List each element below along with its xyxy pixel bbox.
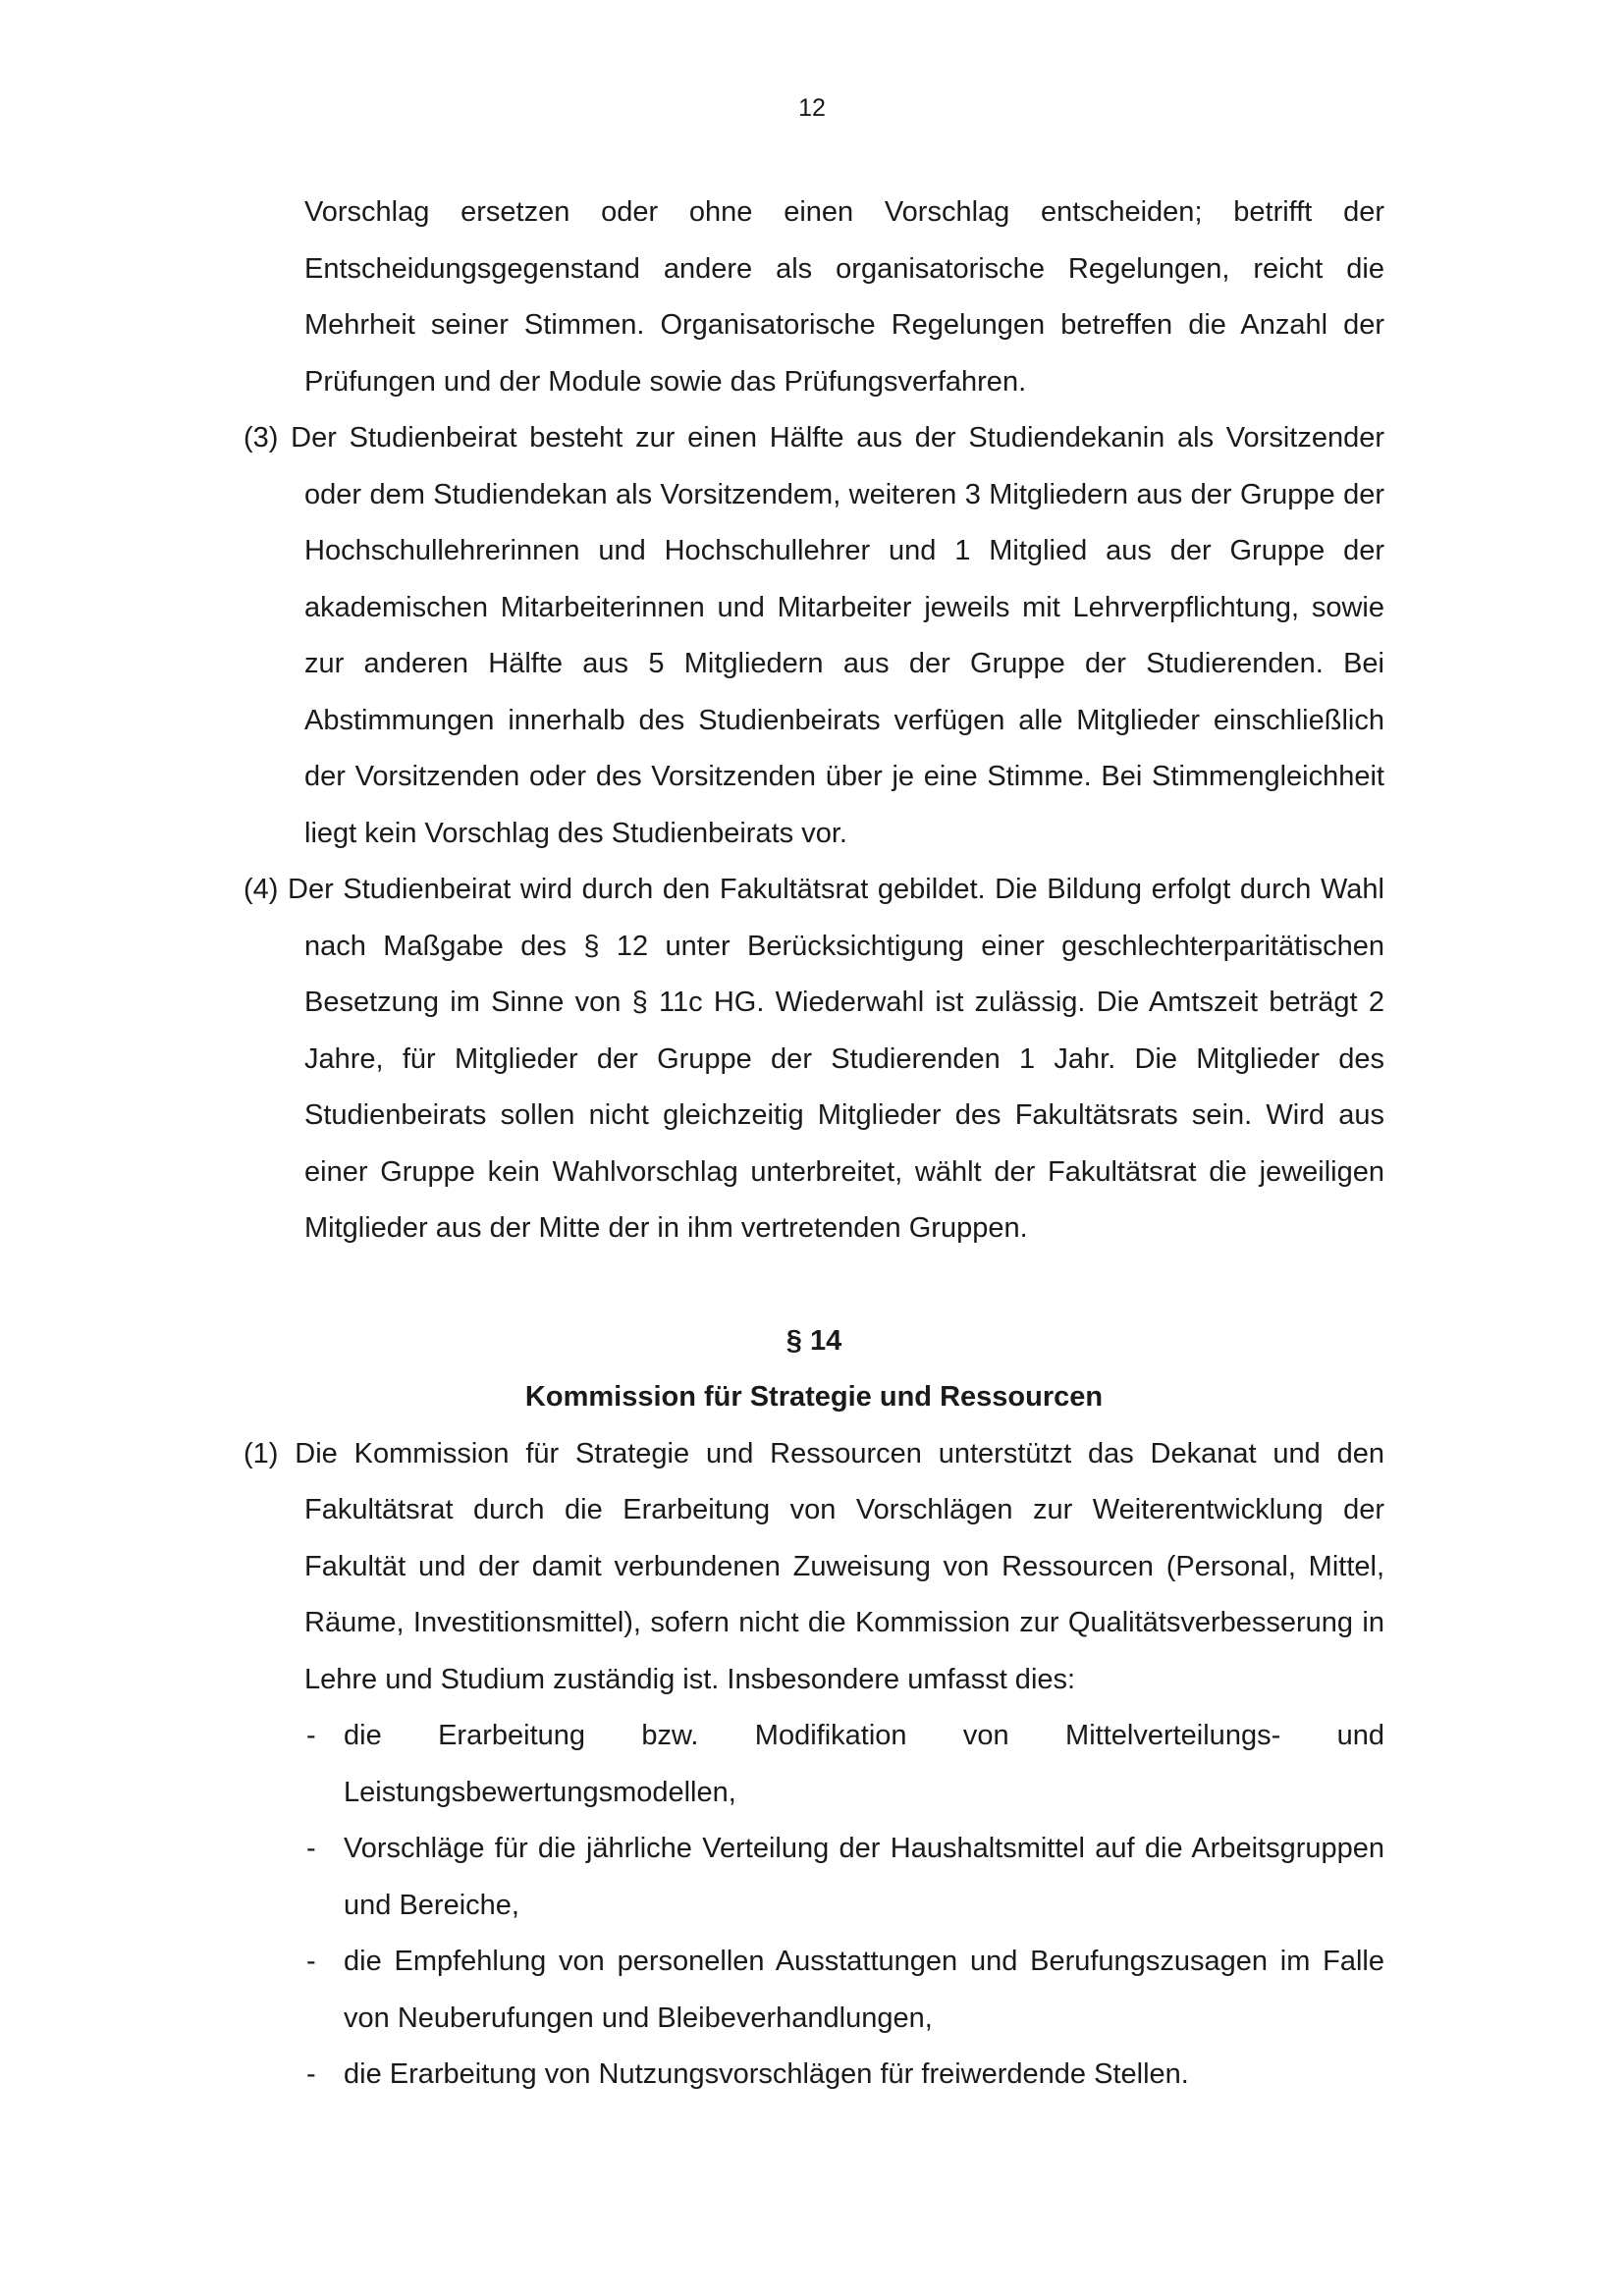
list-item-text: Vorschläge für die jährliche Verteilung der Haushaltsmittel auf die Arbeitsgruppen und Bereiche, (344, 1833, 1384, 1921)
dash-bullet: - (306, 2058, 316, 2090)
paragraph-4: (4) Der Studienbeirat wird durch den Fakultätsrat gebildet. Die Bildung erfolgt durch Wahl nach Maßgabe des § 12 unter Berücksichtigung einer geschlechterparitätischen Besetzung im Sinne von § 11c HG. Wiederwahl ist zulässig. Die Amtszeit beträgt 2 Jahre, für Mitglieder der Gruppe der Studierenden 1 Jahr. Die Mitglieder des Studienbeirats sollen nicht gleichzeitig Mitglieder des Fakultätsrats sein. Wird aus einer Gruppe kein Wahlvorschlag unterbreitet, wählt der Fakultätsrat die jeweiligen Mitglieder aus der Mitte der in ihm vertretenden Gruppen. (244, 874, 1384, 1244)
list-item-text: die Erarbeitung von Nutzungsvorschlägen für freiwerdende Stellen. (344, 2058, 1189, 2090)
list-item (304, 1821, 1384, 1934)
dash-bullet: - (306, 1720, 316, 1751)
document-body (244, 185, 1384, 2104)
list-item-text: die Erarbeitung bzw. Modifikation von Mittelverteilungs- und Leistungsbewertungsmodellen, (344, 1720, 1384, 1808)
list-item (304, 1708, 1384, 1821)
paragraph-3: (3) Der Studienbeirat besteht zur einen Hälfte aus der Studiendekanin als Vorsitzender oder dem Studiendekan als Vorsitzendem, weiteren 3 Mitgliedern aus der Gruppe der Hochschullehrerinnen und Hochschullehrer und 1 Mitglied aus der Gruppe der akademischen Mitarbeiterinnen und Mitarbeiter jeweils mit Lehrverpflichtung, sowie zur anderen Hälfte aus 5 Mitgliedern aus der Gruppe der Studierenden. Bei Abstimmungen innerhalb des Studienbeirats verfügen alle Mitglieder einschließlich der Vorsitzenden oder des Vorsitzenden über je eine Stimme. Bei Stimmengleichheit liegt kein Vorschlag des Studienbeirats vor. (244, 422, 1384, 849)
section-14-paragraph-1: (1) Die Kommission für Strategie und Ressourcen unterstützt das Dekanat und den Fakultätsrat durch die Erarbeitung von Vorschlägen zur Weiterentwicklung der Fakultät und der damit verbundenen Zuweisung von Ressourcen (Personal, Mittel, Räume, Investitionsmittel), sofern nicht die Kommission zur Qualitätsverbesserung in Lehre und Studium zuständig ist. Insbesondere umfasst dies: (244, 1437, 1384, 1695)
dash-bullet: - (306, 1946, 316, 1977)
list-item-text: die Empfehlung von personellen Ausstattungen und Berufungszusagen im Falle von Neuberufungen und Bleibeverhandlungen, (344, 1946, 1384, 2034)
dash-list (304, 1708, 1384, 2104)
paragraph-continuation: Vorschlag ersetzen oder ohne einen Vorschlag entscheiden; betrifft der Entscheidungsgegenstand andere als organisatorische Regelungen, reicht die Mehrheit seiner Stimmen. Organisatorische Regelungen betreffen die Anzahl der Prüfungen und der Module sowie das Prüfungsverfahren. (304, 196, 1384, 398)
section-title: Kommission für Strategie und Ressourcen (524, 1381, 1104, 1413)
page-number: 12 (798, 94, 826, 122)
list-item (304, 2047, 1384, 2104)
list-item (304, 1934, 1384, 2047)
dash-bullet: - (306, 1833, 316, 1864)
section-number: § 14 (785, 1324, 842, 1357)
